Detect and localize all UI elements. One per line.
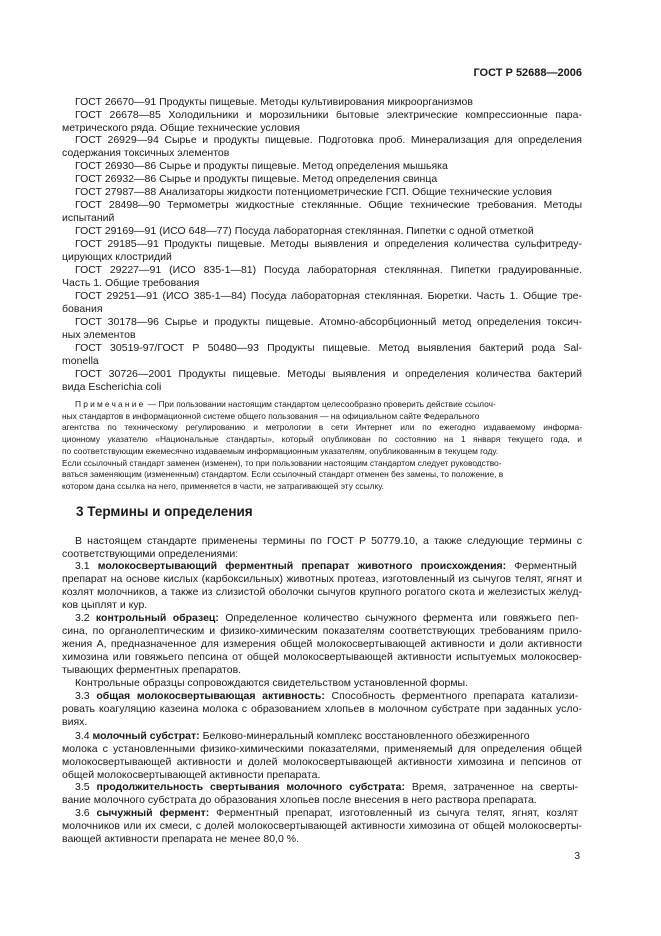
reference-line xyxy=(75,134,582,147)
definition-line xyxy=(62,625,582,638)
reference-text: ГОСТ 26678—85 Холодильники и морозильники бытовые электрические компрессионные пара- xyxy=(75,109,582,121)
reference-line xyxy=(62,329,136,342)
intro-text: соответствующими определениями: xyxy=(62,548,239,560)
note-line xyxy=(62,446,498,457)
term-line xyxy=(75,560,577,573)
reference-text: ГОСТ 28498—90 Термометры жидкостные стеклянные. Общие технические требования. Методы xyxy=(75,199,582,211)
note-text: ционному указателю «Национальные стандарты», который опубликован по состоянию на 1 января текущего года, и xyxy=(62,434,582,445)
reference-line xyxy=(75,316,582,329)
definition-line xyxy=(62,794,537,807)
note-text: агентства по техническому регулированию и метрологии в сети Интернет или по ежегодно издаваемому информа- xyxy=(62,422,582,433)
note-text: — При пользовании настоящим стандартом целесообразно проверить действие ссылоч- xyxy=(145,399,496,409)
reference-line xyxy=(75,368,582,381)
reference-line xyxy=(75,173,437,186)
note-line xyxy=(62,481,384,492)
definition-text: Способность ферментного препарата катализи- xyxy=(324,690,579,702)
definition-text: химозина или говяжьего пепсина от общей молокосвертывающей активности испытуемых молокосвер- xyxy=(62,651,582,663)
definition-line xyxy=(62,651,582,664)
definition-text: козлят молочников, а также из слизистой оболочки сычугов крупного рогатого скота и железистых желуд- xyxy=(62,586,582,598)
definition-text: сина, по органолептическим и физико-химическим показателям соответствующих требованиям прило- xyxy=(62,625,582,637)
definition-text: виях. xyxy=(62,716,88,728)
reference-text: бования xyxy=(62,303,103,315)
reference-line xyxy=(62,147,229,160)
reference-text: ГОСТ 30178—96 Сырье и продукты пищевые. Атомно-абсорбционный метод определения токсич- xyxy=(75,316,582,328)
definition-line xyxy=(62,586,582,599)
page-number: 3 xyxy=(574,851,580,862)
definition-line xyxy=(62,833,299,846)
term-number: 3.4 xyxy=(75,730,93,742)
note-text: Если ссылочный стандарт заменен (изменен), то при пользовании настоящим стандартом следует руководство- xyxy=(62,457,502,468)
reference-text: ных элементов xyxy=(62,329,136,341)
term-name: контрольный образец: xyxy=(95,612,219,624)
reference-line xyxy=(75,160,448,173)
definition-text: препарат на основе кислых (карбоксильных) животных протеаз, изготовленный из сычугов телят, ягнят и xyxy=(62,573,582,585)
note-text: котором дана ссылка на него, применяется в части, не затрагивающей эту ссылку. xyxy=(62,480,384,491)
reference-text: ГОСТ 29251—91 (ИСО 385-1—84) Посуда лабораторная стеклянная. Бюретки. Часть 1. Общие тре- xyxy=(75,290,582,302)
reference-line xyxy=(75,290,582,303)
definition-text: молочников или их смеси, с долей молокосвертывающей активности химозина от общей молокосверты- xyxy=(62,820,582,832)
definition-text: жения А, предназначенное для измерения общей молокосвертывающей активности и доли активности xyxy=(62,638,582,650)
reference-line xyxy=(75,238,582,251)
reference-text: ГОСТ 29185—91 Продукты пищевые. Методы выявления и определения количества сульфитреду- xyxy=(75,238,582,250)
term-name: молокосвертывающий ферментный препарат животного происхождения: xyxy=(97,560,507,572)
definition-line xyxy=(62,573,582,586)
term-name: сычужный фермент: xyxy=(96,807,210,819)
definition-line xyxy=(62,703,582,716)
definition-text: ков цыплят и кур. xyxy=(62,599,148,611)
reference-line xyxy=(75,109,582,122)
definition-text: вающей активности препарата не менее 80,0 %. xyxy=(62,833,300,845)
reference-line xyxy=(75,96,473,109)
term-name: молочный субстрат: xyxy=(92,730,200,742)
note-text: по соответствующим ежемесячно издаваемым информационным указателям, опубликованным в текущем году. xyxy=(62,445,499,456)
reference-text: ГОСТ 26670—91 Продукты пищевые. Методы культивирования микроорганизмов xyxy=(75,96,473,108)
note-text: ваться заменяющим (измененным) стандартом. Если ссылочный стандарт отменен без замены, то положение, в xyxy=(62,469,504,480)
note-text: ных стандартов в информационной системе общего пользования — на официальном сайте Федерального xyxy=(62,410,480,421)
term-line xyxy=(75,807,578,820)
section-heading: 3 Термины и определения xyxy=(76,504,253,519)
note-line xyxy=(62,469,503,480)
definition-line xyxy=(62,756,582,769)
note-line xyxy=(62,411,479,422)
definition-text: Ферментный xyxy=(506,560,577,572)
term-name: общая молокосвертывающая активность: xyxy=(96,690,325,702)
reference-text: monella xyxy=(62,355,99,367)
reference-text: Часть 1. Общие требования xyxy=(62,277,200,289)
definition-text: ровать коагуляцию казеина молока с образованием хлопьев в молочном субстрате при заданных усло- xyxy=(62,703,582,715)
intro-text: В настоящем стандарте применены термины по ГОСТ Р 50779.10, а также следующие термины с xyxy=(75,535,582,547)
reference-text: содержания токсичных элементов xyxy=(62,147,230,159)
term-name: продолжительность свертывания молочного субстрата: xyxy=(96,781,405,793)
definition-text: тывающих ферментных препаратов. xyxy=(62,664,242,676)
definition-text: Контрольные образцы сопровождаются свидетельством установленной формы. xyxy=(75,677,469,689)
reference-line xyxy=(62,251,172,264)
note-line xyxy=(62,434,582,445)
reference-line xyxy=(62,381,161,394)
term-number: 3.2 xyxy=(75,612,96,624)
definition-text: Ферментный препарат, изготовленный из сычуга телят, ягнят, козлят xyxy=(209,807,579,819)
term-number: 3.5 xyxy=(75,781,97,793)
definition-line xyxy=(62,664,241,677)
definition-text: вание молочного субстрата до образования хлопьев после внесения в него раствора препарата. xyxy=(62,794,537,806)
definition-line xyxy=(75,677,468,690)
note-line xyxy=(62,458,502,469)
note-line xyxy=(75,399,496,410)
definition-text: Белково-минеральный комплекс восстановленного обезжиренного xyxy=(199,730,530,742)
term-line xyxy=(75,612,579,625)
reference-line xyxy=(75,225,534,238)
reference-text: ГОСТ 26930—86 Сырье и продукты пищевые. Метод определения мышьяка xyxy=(75,160,448,172)
reference-text: ГОСТ 30726—2001 Продукты пищевые. Методы выявления и определения количества бактерий xyxy=(75,368,582,380)
definition-text: общей молокосвертывающей активности препарата. xyxy=(62,769,321,781)
reference-text: цирующих клостридий xyxy=(62,251,172,263)
reference-line xyxy=(62,277,199,290)
term-number: 3.6 xyxy=(75,807,97,819)
reference-text: ГОСТ 30519-97/ГОСТ Р 50480—93 Продукты пищевые. Метод выявления бактерий рода Sal- xyxy=(75,342,582,354)
reference-text: испытаний xyxy=(62,212,115,224)
reference-line xyxy=(75,186,552,199)
definition-line xyxy=(62,743,582,756)
term-line xyxy=(75,730,530,743)
definition-line xyxy=(62,638,582,651)
definition-text: Определенное количество сычужного фермента или говяжьего пеп- xyxy=(218,612,579,624)
definition-line xyxy=(62,716,87,729)
term-line xyxy=(75,690,578,703)
reference-line xyxy=(75,264,582,277)
reference-text: ГОСТ 29169—91 (ИСО 648—77) Посуда лабораторная стеклянная. Пипетки с одной отметкой xyxy=(75,225,534,237)
reference-text: ГОСТ 29227—91 (ИСО 835-1—81) Посуда лабораторная стеклянная. Пипетки градуированные. xyxy=(75,264,582,276)
reference-text: вида Escherichia coli xyxy=(62,381,162,393)
reference-line xyxy=(62,303,103,316)
definition-line xyxy=(62,599,147,612)
document-header: ГОСТ Р 52688—2006 xyxy=(473,67,582,79)
reference-line xyxy=(62,355,99,368)
term-line xyxy=(75,781,578,794)
definition-text: молокосвертывающей активности и долей молокосвертывающей активности химозина и пепсинов от xyxy=(62,756,582,768)
reference-line xyxy=(62,212,114,225)
reference-line xyxy=(75,199,582,212)
intro-line xyxy=(75,535,582,548)
term-number: 3.1 xyxy=(75,560,98,572)
reference-text: ГОСТ 26929—94 Сырье и продукты пищевые. Подготовка проб. Минерализация для определения xyxy=(75,134,582,146)
definition-text: Время, затраченное на сверты- xyxy=(404,781,579,793)
note-label: Примечание xyxy=(75,399,146,409)
term-number: 3.3 xyxy=(75,690,97,702)
reference-text: ГОСТ 27987—88 Анализаторы жидкости потенциометрические ГСП. Общие технические условия xyxy=(75,186,552,198)
reference-line xyxy=(75,342,582,355)
reference-text: ГОСТ 26932—86 Сырье и продукты пищевые. Метод определения свинца xyxy=(75,173,438,185)
note-line xyxy=(62,422,582,433)
definition-line xyxy=(62,820,582,833)
definition-text: молока с установленными физико-химическими показателями, применяемый для определения общей xyxy=(62,743,582,755)
reference-text: метрического ряда. Общие технические условия xyxy=(62,122,300,134)
